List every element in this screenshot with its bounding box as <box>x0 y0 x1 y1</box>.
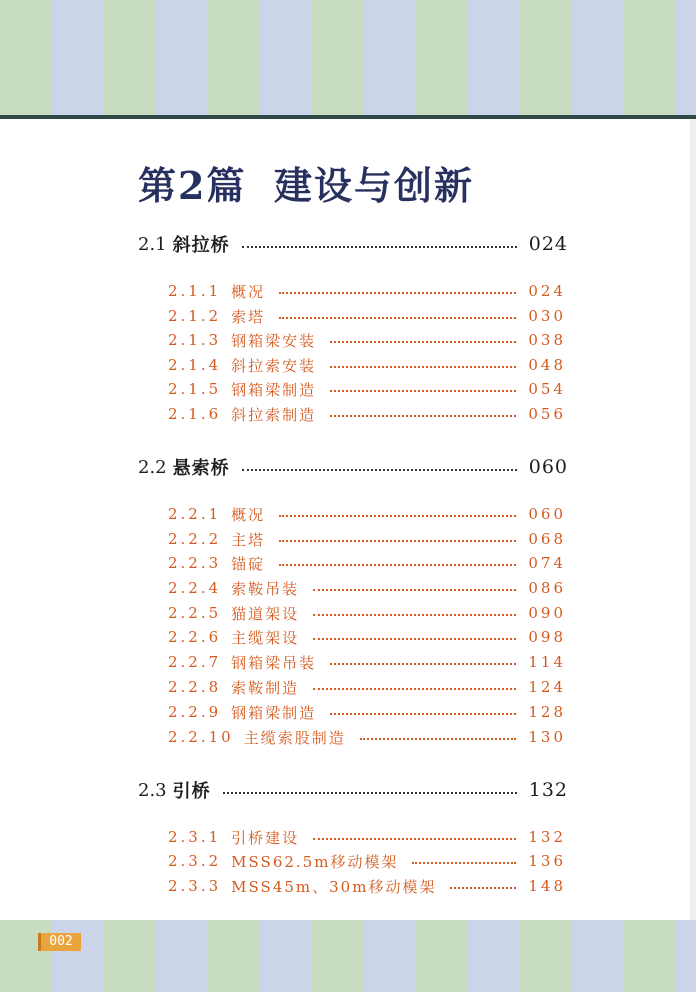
entry-number: 2.3.3 <box>168 877 222 895</box>
toc-entry-2-1-2[interactable] <box>168 304 566 328</box>
section-number: 2.3 <box>138 779 167 801</box>
page-number-badge: 002 <box>38 933 81 951</box>
toc-entry-2-3-2[interactable] <box>168 849 566 873</box>
section-page: 060 <box>528 456 568 478</box>
entry-number: 2.2.3 <box>168 554 222 572</box>
leader-dots <box>313 589 516 591</box>
entry-title: 斜拉索安装 <box>231 356 317 375</box>
entry-number: 2.2.5 <box>168 604 222 622</box>
entry-title: 钢箱梁制造 <box>231 380 317 399</box>
leader-dots <box>313 638 516 640</box>
leader-dots <box>279 515 516 517</box>
entry-page: 024 <box>528 282 566 300</box>
section-page: 132 <box>528 779 568 801</box>
entry-number: 2.1.2 <box>168 307 222 325</box>
entry-page: 136 <box>528 852 566 870</box>
toc-entry-2-2-2[interactable] <box>168 527 566 551</box>
entry-page: 130 <box>528 728 566 746</box>
bottom-stripe-band <box>0 920 696 992</box>
entry-title: 概况 <box>231 505 266 524</box>
leader-dots <box>412 862 516 864</box>
entry-number: 2.1.5 <box>168 380 222 398</box>
leader-dots <box>242 246 517 248</box>
toc-entry-2-2-10[interactable] <box>168 725 566 749</box>
toc-entry-2-2-8[interactable] <box>168 675 566 699</box>
entry-number: 2.1.6 <box>168 405 222 423</box>
entry-number: 2.2.7 <box>168 653 222 671</box>
section-number: 2.1 <box>138 233 167 255</box>
toc-entry-2-1-3[interactable] <box>168 328 566 352</box>
entry-number: 2.2.2 <box>168 530 222 548</box>
toc-entry-2-3-1[interactable] <box>168 825 566 849</box>
entry-page: 068 <box>528 530 566 548</box>
leader-dots <box>330 341 516 343</box>
section-page: 024 <box>528 233 568 255</box>
leader-dots <box>279 317 516 319</box>
entry-title: 索鞍制造 <box>231 678 300 697</box>
entry-number: 2.2.6 <box>168 628 222 646</box>
leader-dots <box>360 738 517 740</box>
part-name: 建设与创新 <box>274 163 475 208</box>
toc-entry-2-2-1[interactable] <box>168 502 566 526</box>
leader-dots <box>313 688 516 690</box>
toc-entry-2-1-5[interactable] <box>168 377 566 401</box>
leader-dots <box>330 713 516 715</box>
entry-number: 2.2.1 <box>168 505 222 523</box>
toc-entry-2-2-6[interactable] <box>168 625 566 649</box>
part-title <box>138 160 618 212</box>
toc-entry-2-1-1[interactable] <box>168 279 566 303</box>
entry-page: 038 <box>528 331 566 349</box>
entry-number: 2.2.10 <box>168 728 234 746</box>
entry-page: 074 <box>528 554 566 572</box>
entry-number: 2.1.4 <box>168 356 222 374</box>
entry-page: 048 <box>528 356 566 374</box>
entry-number: 2.3.2 <box>168 852 222 870</box>
part-number: 第2篇 <box>138 163 247 208</box>
entry-number: 2.2.4 <box>168 579 222 597</box>
toc-entry-2-2-4[interactable] <box>168 576 566 600</box>
entry-title: 钢箱梁吊装 <box>231 653 317 672</box>
entry-page: 056 <box>528 405 566 423</box>
section-heading-2-1[interactable] <box>138 229 568 259</box>
leader-dots <box>242 469 517 471</box>
section-heading-2-3[interactable] <box>138 775 568 805</box>
leader-dots <box>330 415 516 417</box>
entry-page: 124 <box>528 678 566 696</box>
top-stripe-band <box>0 0 696 116</box>
entry-number: 2.2.9 <box>168 703 222 721</box>
toc-entry-2-1-6[interactable] <box>168 402 566 426</box>
entry-title: 主缆索股制造 <box>243 728 346 747</box>
entry-title: MSS62.5m移动模架 <box>231 852 399 871</box>
toc-entry-2-1-4[interactable] <box>168 353 566 377</box>
leader-dots <box>279 292 516 294</box>
entry-page: 098 <box>528 628 566 646</box>
toc-entry-2-2-5[interactable] <box>168 601 566 625</box>
entry-page: 030 <box>528 307 566 325</box>
entry-title: 概况 <box>231 282 266 301</box>
entry-page: 114 <box>528 653 566 671</box>
leader-dots <box>313 614 516 616</box>
entry-title: 索鞍吊装 <box>231 579 300 598</box>
section-title: 悬索桥 <box>172 458 230 479</box>
leader-dots <box>330 390 516 392</box>
section-title: 斜拉桥 <box>172 235 230 256</box>
leader-dots <box>450 887 516 889</box>
entry-title: 主缆架设 <box>231 628 300 647</box>
entry-title: 索塔 <box>231 307 266 326</box>
leader-dots <box>330 663 516 665</box>
toc-entry-2-3-3[interactable] <box>168 874 566 898</box>
leader-dots <box>279 564 516 566</box>
section-heading-2-2[interactable] <box>138 452 568 482</box>
entry-page: 090 <box>528 604 566 622</box>
entry-page: 054 <box>528 380 566 398</box>
entry-page: 060 <box>528 505 566 523</box>
entry-title: 斜拉索制造 <box>231 405 317 424</box>
entry-title: 钢箱梁安装 <box>231 331 317 350</box>
entry-page: 128 <box>528 703 566 721</box>
section-number: 2.2 <box>138 456 167 478</box>
leader-dots <box>279 540 516 542</box>
leader-dots <box>330 366 516 368</box>
entry-title: 锚碇 <box>231 554 266 573</box>
toc-entry-2-2-3[interactable] <box>168 551 566 575</box>
leader-dots <box>223 792 517 794</box>
entry-page: 086 <box>528 579 566 597</box>
entry-page: 148 <box>528 877 566 895</box>
entry-title: MSS45m、30m移动模架 <box>231 877 437 896</box>
entry-number: 2.1.1 <box>168 282 222 300</box>
entry-title: 主塔 <box>231 530 266 549</box>
toc-entry-2-2-7[interactable] <box>168 650 566 674</box>
entry-number: 2.1.3 <box>168 331 222 349</box>
entry-number: 2.2.8 <box>168 678 222 696</box>
entry-title: 猫道架设 <box>231 604 300 623</box>
leader-dots <box>313 838 516 840</box>
entry-title: 钢箱梁制造 <box>231 703 317 722</box>
entry-title: 引桥建设 <box>231 828 300 847</box>
entry-page: 132 <box>528 828 566 846</box>
toc-entry-2-2-9[interactable] <box>168 700 566 724</box>
entry-number: 2.3.1 <box>168 828 222 846</box>
section-title: 引桥 <box>172 781 211 802</box>
page-edge <box>690 119 696 920</box>
